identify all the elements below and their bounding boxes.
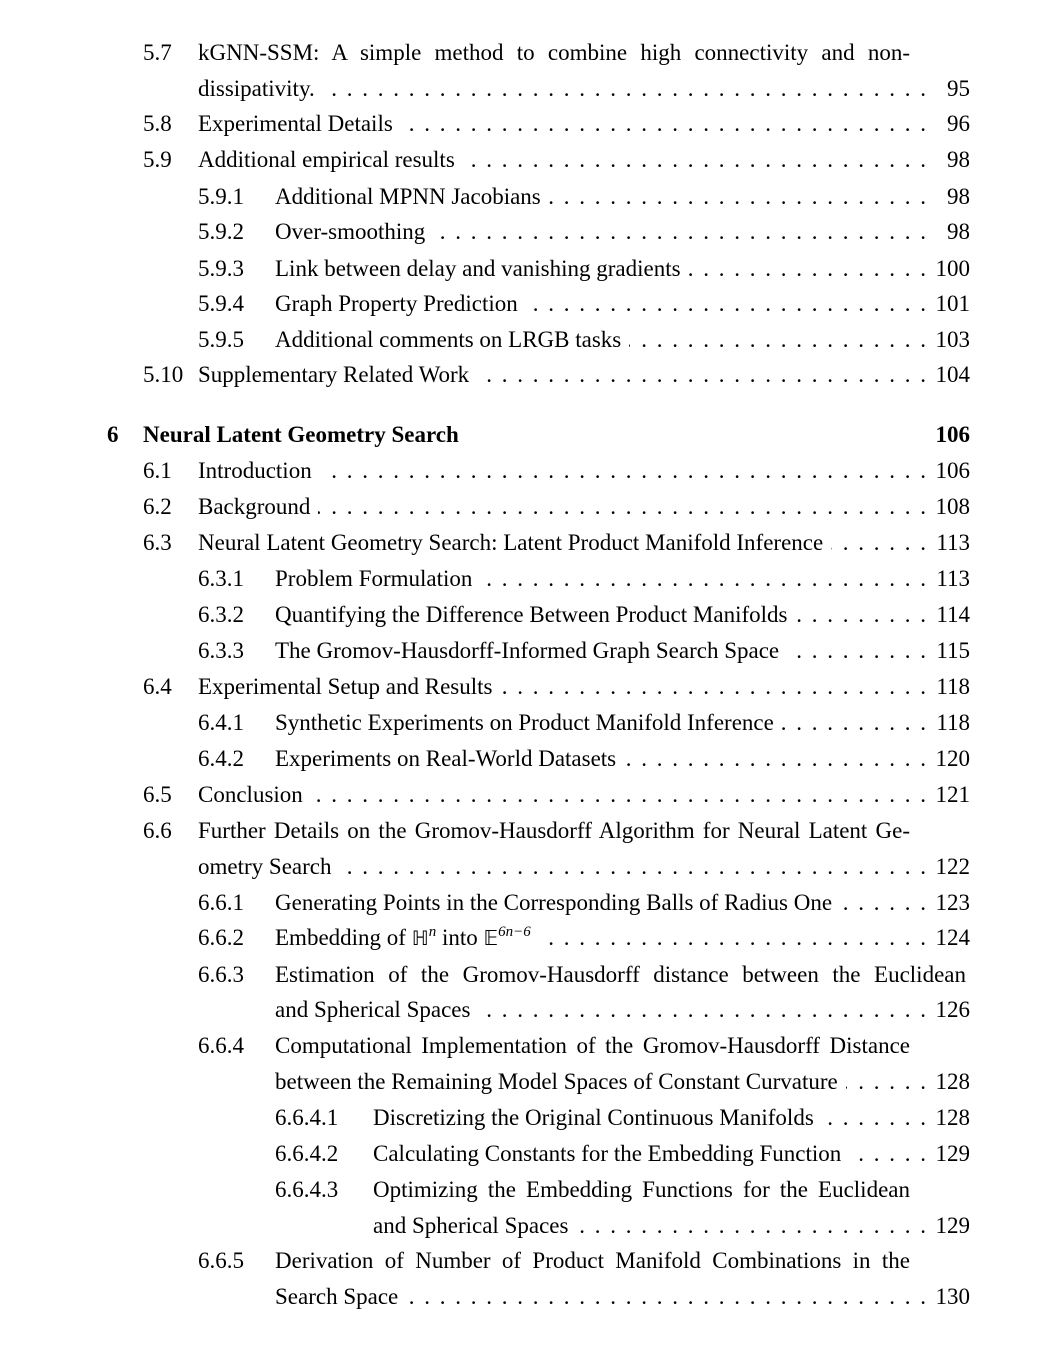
section-title: Synthetic Experiments on Product Manifold Inference xyxy=(275,710,774,735)
toc-entry-6-6-2[interactable] xyxy=(0,925,970,959)
section-number: 5.9.5 xyxy=(198,327,244,352)
dot-leader xyxy=(500,674,928,700)
section-number: 6.5 xyxy=(143,782,172,807)
page-number: 100 xyxy=(935,256,970,281)
toc-entry-6-6-4-line1[interactable] xyxy=(0,1033,970,1067)
page-number: 98 xyxy=(947,147,970,172)
section-title: Quantifying the Difference Between Product Manifolds xyxy=(275,602,788,627)
page-number: 95 xyxy=(947,76,970,101)
section-title: Neural Latent Geometry Search: Latent Product Manifold Inference xyxy=(198,530,824,555)
dot-leader xyxy=(624,746,928,772)
section-title: Background xyxy=(198,494,311,519)
toc-entry-5-9-4[interactable] xyxy=(0,291,970,325)
section-title: Additional MPNN Jacobians xyxy=(275,184,541,209)
toc-entry-6-6-3-line2[interactable] xyxy=(0,997,970,1031)
section-number: 6.3.2 xyxy=(198,602,244,627)
dot-leader xyxy=(782,710,928,736)
chapter-number: 6 xyxy=(107,422,119,447)
page-number: 106 xyxy=(935,422,970,447)
section-title: Generating Points in the Corresponding Balls of Radius One xyxy=(275,890,833,915)
dot-leader xyxy=(787,638,928,664)
section-number: 6.6.4.1 xyxy=(275,1105,339,1130)
dot-leader xyxy=(477,362,928,388)
section-number: 6.3.3 xyxy=(198,638,244,663)
page-number: 98 xyxy=(947,219,970,244)
page-number: 118 xyxy=(936,674,970,699)
hyperbolic-symbol: ℍ xyxy=(411,926,429,950)
dot-leader xyxy=(840,890,928,916)
section-title: Discretizing the Original Continuous Manifolds xyxy=(373,1105,814,1130)
toc-entry-5-9-2[interactable] xyxy=(0,219,970,253)
section-number: 6.4 xyxy=(143,674,172,699)
section-number: 6.3 xyxy=(143,530,172,555)
section-title: Optimizing the Embedding Functions for the Euclidean xyxy=(373,1177,910,1202)
section-number: 6.3.1 xyxy=(198,566,244,591)
page-number: 129 xyxy=(935,1213,970,1238)
section-number: 6.6 xyxy=(143,818,172,843)
toc-entry-5-7-line1[interactable] xyxy=(0,40,970,74)
section-number: 5.9.1 xyxy=(198,184,244,209)
toc-entry-6-6-4-3-line1[interactable] xyxy=(0,1177,970,1211)
page-number: 96 xyxy=(947,111,970,136)
section-title: kGNN-SSM: A simple method to combine high connectivity and non- xyxy=(198,40,910,65)
toc-entry-6-6-line2[interactable] xyxy=(0,854,970,888)
section-number: 6.6.3 xyxy=(198,962,244,987)
section-number: 6.6.4 xyxy=(198,1033,244,1058)
section-number: 5.10 xyxy=(143,362,184,387)
dot-leader xyxy=(433,219,928,245)
page-number: 118 xyxy=(936,710,970,735)
title-text: into xyxy=(436,925,484,950)
toc-entry-6-6-5-line1[interactable] xyxy=(0,1248,970,1282)
toc-entry-5-9[interactable] xyxy=(0,147,970,181)
dot-leader xyxy=(689,256,928,282)
toc-entry-6-4-2[interactable] xyxy=(0,746,970,780)
section-title: Experiments on Real-World Datasets xyxy=(275,746,617,771)
section-number: 5.9.4 xyxy=(198,291,244,316)
section-number: 5.7 xyxy=(143,40,172,65)
dot-leader xyxy=(463,147,928,173)
dot-leader xyxy=(846,1069,928,1095)
toc-entry-6-6-4-line2[interactable] xyxy=(0,1069,970,1103)
section-number: 6.6.2 xyxy=(198,925,244,950)
section-number: 6.6.5 xyxy=(198,1248,244,1273)
dot-leader xyxy=(549,184,928,210)
toc-entry-5-10[interactable] xyxy=(0,362,970,396)
section-title: Estimation of the Gromov-Hausdorff distance between the Euclidean xyxy=(275,962,966,987)
section-number: 5.8 xyxy=(143,111,172,136)
page-number: 114 xyxy=(936,602,970,627)
dot-leader xyxy=(311,782,928,808)
superscript-n: n xyxy=(428,924,437,940)
toc-entry-6-6-5-line2[interactable] xyxy=(0,1284,970,1318)
section-title-cont: dissipativity. xyxy=(198,76,315,101)
section-title: Additional empirical results xyxy=(198,147,455,172)
toc-entry-6-6-4-2[interactable] xyxy=(0,1141,970,1175)
toc-entry-6-2[interactable] xyxy=(0,494,970,528)
toc-entry-6-4[interactable] xyxy=(0,674,970,708)
dot-leader xyxy=(406,1284,928,1310)
section-number: 6.6.1 xyxy=(198,890,244,915)
page-number: 120 xyxy=(935,746,970,771)
toc-entry-6-1[interactable] xyxy=(0,458,970,492)
section-number: 6.2 xyxy=(143,494,172,519)
dot-leader xyxy=(323,76,928,102)
page-number: 115 xyxy=(936,638,970,663)
section-title: Further Details on the Gromov-Hausdorff Algorithm for Neural Latent Ge- xyxy=(198,818,910,843)
dot-leader xyxy=(320,458,928,484)
dot-leader xyxy=(795,602,928,628)
section-title-cont: and Spherical Spaces xyxy=(275,997,471,1022)
section-title: Additional comments on LRGB tasks xyxy=(275,327,622,352)
toc-entry-6-6-4-1[interactable] xyxy=(0,1105,970,1139)
section-title-cont: and Spherical Spaces xyxy=(373,1213,569,1238)
section-title: Experimental Details xyxy=(198,111,393,136)
section-title-cont: Search Space xyxy=(275,1284,399,1309)
toc-entry-6-6-3-line1[interactable] xyxy=(0,962,970,996)
section-title-cont: ometry Search xyxy=(198,854,332,879)
section-number: 6.4.2 xyxy=(198,746,244,771)
page-number: 106 xyxy=(935,458,970,483)
dot-leader xyxy=(526,291,928,317)
section-title: Link between delay and vanishing gradients xyxy=(275,256,681,281)
toc-entry-5-9-5[interactable] xyxy=(0,327,970,361)
dot-leader xyxy=(849,1141,928,1167)
section-number: 6.4.1 xyxy=(198,710,244,735)
section-title: Problem Formulation xyxy=(275,566,473,591)
page-number: 113 xyxy=(936,566,970,591)
section-title xyxy=(275,925,531,951)
dot-leader xyxy=(576,1213,928,1239)
dot-leader xyxy=(339,854,928,880)
page-number: 113 xyxy=(936,530,970,555)
chapter-title: Neural Latent Geometry Search xyxy=(143,422,459,447)
page-number: 103 xyxy=(935,327,970,352)
page-number: 128 xyxy=(935,1105,970,1130)
page-number: 98 xyxy=(947,184,970,209)
section-number: 5.9.2 xyxy=(198,219,244,244)
section-number: 6.6.4.3 xyxy=(275,1177,339,1202)
section-title: Conclusion xyxy=(198,782,303,807)
section-title: Introduction xyxy=(198,458,312,483)
page-number: 101 xyxy=(935,291,970,316)
superscript-dim: 6n−6 xyxy=(498,924,531,940)
page-number: 130 xyxy=(935,1284,970,1309)
dot-leader xyxy=(822,1105,928,1131)
section-title: Supplementary Related Work xyxy=(198,362,470,387)
page-number: 108 xyxy=(935,494,970,519)
dot-leader xyxy=(480,566,928,592)
page-number: 129 xyxy=(935,1141,970,1166)
section-title-cont: between the Remaining Model Spaces of Constant Curvature xyxy=(275,1069,838,1094)
page-number: 121 xyxy=(935,782,970,807)
page-number: 128 xyxy=(935,1069,970,1094)
dot-leader xyxy=(629,327,928,353)
page-number: 122 xyxy=(935,854,970,879)
section-number: 5.9 xyxy=(143,147,172,172)
toc-entry-6-6-1[interactable] xyxy=(0,890,970,924)
toc-entry-6-6-line1[interactable] xyxy=(0,818,970,852)
section-title: Experimental Setup and Results xyxy=(198,674,493,699)
title-text: Embedding of xyxy=(275,925,412,950)
euclidean-symbol: 𝔼 xyxy=(483,926,499,950)
toc-entry-6-3-1[interactable] xyxy=(0,566,970,600)
toc-entry-5-9-1[interactable] xyxy=(0,184,970,218)
dot-leader xyxy=(831,530,928,556)
section-title: Calculating Constants for the Embedding Function xyxy=(373,1141,842,1166)
page-number: 123 xyxy=(935,890,970,915)
section-title: Graph Property Prediction xyxy=(275,291,518,316)
section-number: 6.1 xyxy=(143,458,172,483)
section-title: Derivation of Number of Product Manifold Combinations in the xyxy=(275,1248,910,1273)
section-title: Computational Implementation of the Gromov-Hausdorff Distance xyxy=(275,1033,910,1058)
dot-leader xyxy=(478,997,928,1023)
toc-entry-5-8[interactable] xyxy=(0,111,970,145)
section-title: Over-smoothing xyxy=(275,219,426,244)
section-number: 6.6.4.2 xyxy=(275,1141,339,1166)
toc-chapter-6[interactable] xyxy=(0,422,970,456)
toc-entry-5-7-line2[interactable] xyxy=(0,76,970,110)
section-title: The Gromov-Hausdorff-Informed Graph Search Space xyxy=(275,638,780,663)
dot-leader xyxy=(318,494,928,520)
page-number: 126 xyxy=(935,997,970,1022)
page-number: 104 xyxy=(935,362,970,387)
section-number: 5.9.3 xyxy=(198,256,244,281)
toc-entry-6-3[interactable] xyxy=(0,530,970,564)
toc-entry-6-3-3[interactable] xyxy=(0,638,970,672)
toc-entry-6-3-2[interactable] xyxy=(0,602,970,636)
dot-leader xyxy=(539,925,928,951)
toc-entry-5-9-3[interactable] xyxy=(0,256,970,290)
dot-leader xyxy=(401,111,928,137)
toc-entry-6-5[interactable] xyxy=(0,782,970,816)
toc-entry-6-6-4-3-line2[interactable] xyxy=(0,1213,970,1247)
toc-entry-6-4-1[interactable] xyxy=(0,710,970,744)
page-number: 124 xyxy=(935,925,970,950)
